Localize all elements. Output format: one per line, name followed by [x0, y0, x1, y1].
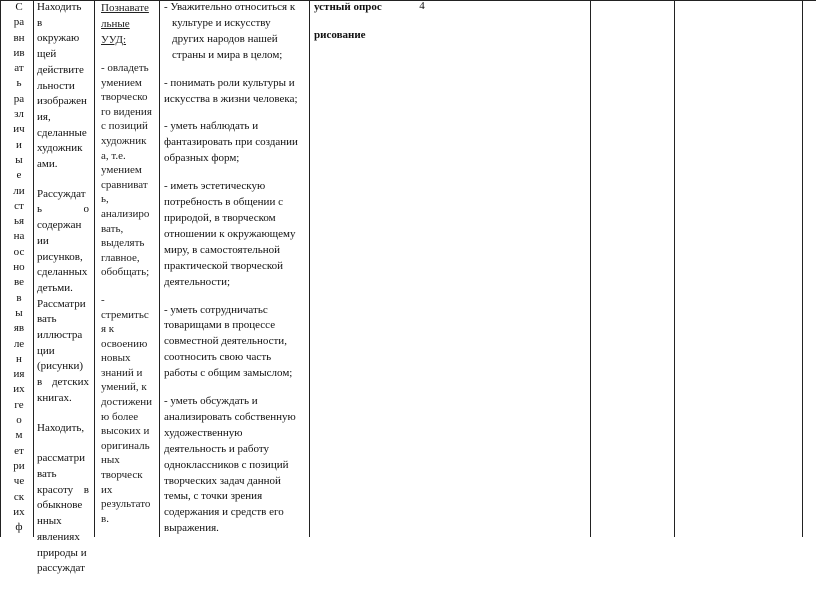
text-line: ю более — [101, 410, 139, 423]
text-line: - Уважительно относиться к — [164, 1, 296, 13]
column-divider — [94, 0, 95, 537]
text-line — [37, 483, 89, 499]
text-line: Рассуждат — [37, 187, 86, 200]
text-line: вать, — [101, 222, 124, 235]
text-line: обобщать; — [101, 266, 150, 279]
col1-fragment: м — [15, 429, 23, 442]
column-divider — [674, 0, 675, 537]
text-line: обыкнове — [37, 499, 83, 512]
lesson-number: 4 — [419, 0, 425, 12]
text-line: го видения — [101, 105, 152, 118]
col1-fragment: ья — [13, 215, 25, 228]
col1-fragment: ь — [16, 77, 22, 90]
text-line: в. — [101, 512, 109, 525]
control-forms-cell — [314, 0, 404, 42]
text-line: щей — [37, 48, 57, 61]
text-line: сделанные — [37, 126, 87, 139]
result-paragraph — [164, 76, 306, 108]
text-line: главное, — [101, 251, 140, 264]
col1-fragment: ле — [13, 337, 25, 350]
text-line: стремитьс — [101, 308, 149, 321]
col1-fragment: н — [16, 352, 22, 365]
result-paragraph — [164, 0, 306, 64]
text-line: ции — [37, 344, 55, 357]
text-line: их — [101, 483, 113, 496]
text-line: вать — [37, 313, 57, 326]
text-word: ь — [37, 203, 43, 216]
text-line: сделанных — [37, 266, 88, 279]
text-line: товарищами в процессе — [164, 319, 276, 332]
text-line: практической творческой — [164, 259, 284, 272]
column-divider — [802, 0, 803, 537]
text-line: высоких и — [101, 425, 150, 438]
text-line: художник — [37, 142, 83, 155]
text-line: результато — [101, 498, 151, 511]
col1-fragment: о — [16, 414, 22, 427]
lesson-number-cell — [410, 0, 434, 12]
text-line: фантазировать при создании — [164, 136, 298, 149]
control-form-drawing: рисование — [314, 29, 366, 41]
text-line: соотносить свою часть — [164, 351, 272, 364]
text-line: рассуждат — [37, 562, 85, 575]
text-line: работы с общим замыслом; — [164, 367, 293, 380]
text-line — [37, 436, 89, 451]
col1-fragment: их — [13, 383, 25, 396]
text-line: ных — [101, 454, 120, 467]
text-word: в — [37, 376, 43, 389]
text-line: УУД: — [101, 34, 127, 46]
text-line: - понимать роли культуры и — [164, 76, 295, 89]
text-line — [37, 375, 89, 391]
col1-fragment: ф — [15, 521, 23, 534]
text-line: - уметь обсуждать и — [164, 395, 258, 408]
text-line: анализировать собственную — [164, 410, 296, 423]
col1-fragment: ра — [13, 16, 25, 29]
col1-fragment: ра — [13, 92, 25, 105]
text-line: действите — [37, 63, 84, 76]
text-line: выделять — [101, 237, 145, 250]
col1-fragment: ы — [15, 153, 23, 166]
text-line: творческо — [101, 91, 148, 104]
text-line: темы, с точки зрения — [164, 490, 263, 503]
text-line: - уметь сотрудничатьс — [164, 303, 268, 316]
text-line: деятельности; — [164, 275, 231, 288]
text-line: - — [101, 293, 105, 306]
col1-fragment: ет — [14, 444, 24, 457]
col1-fragment: С — [15, 1, 23, 13]
col1-fragment: ы — [15, 306, 23, 319]
text-line: умением — [101, 164, 142, 177]
text-line: других народов нашей — [172, 32, 278, 45]
activity-paragraph — [37, 187, 89, 407]
cognitive-uud-cell — [101, 0, 155, 539]
activities-cell — [37, 0, 89, 591]
text-line — [37, 202, 89, 218]
text-line: изображен — [37, 95, 87, 108]
text-line: я к — [101, 323, 115, 336]
text-line: отношении к окружающему — [164, 227, 296, 240]
text-line: рисунков, — [37, 250, 83, 263]
control-form-oral: устный опрос — [314, 1, 382, 13]
text-line: явлениях — [37, 530, 80, 543]
text-line: содержания и средств его — [164, 506, 284, 519]
col1-fragment: вн — [13, 31, 25, 44]
text-line: оригиналь — [101, 439, 150, 452]
result-paragraph — [164, 303, 306, 383]
text-line: совместной деятельности, — [164, 335, 287, 348]
text-line: ами. — [37, 158, 58, 171]
text-line: - иметь эстетическую — [164, 180, 266, 193]
uud-paragraph — [101, 61, 155, 280]
text-line: в — [37, 16, 43, 29]
activity-paragraph — [37, 0, 89, 173]
text-word: в — [83, 483, 89, 496]
col1-fragment: ия — [13, 368, 25, 381]
text-line: сравниват — [101, 178, 148, 191]
col1-fragment: яв — [13, 322, 25, 335]
text-line: анализиро — [101, 207, 150, 220]
activity-paragraph — [37, 421, 89, 577]
text-line: творческих задач данной — [164, 474, 281, 487]
col1-fragment: ск — [13, 490, 25, 503]
text-line: рассматри — [37, 452, 85, 465]
col1-fragment: ат — [14, 62, 24, 75]
text-line: вать — [37, 467, 57, 480]
col1-fragment: но — [13, 261, 25, 274]
col1-cell — [9, 0, 29, 535]
text-line: художник — [101, 134, 147, 147]
col1-fragment: ри — [13, 459, 25, 472]
column-divider — [309, 0, 310, 537]
result-paragraph — [164, 179, 306, 290]
text-line: выражения. — [164, 522, 219, 535]
section-heading — [101, 0, 155, 48]
text-line: Находить — [37, 1, 82, 13]
text-line: знаний и — [101, 366, 143, 379]
text-line: умением — [101, 76, 142, 89]
text-line: природы и — [37, 546, 87, 559]
text-line: Рассматри — [37, 297, 86, 310]
text-line: одноклассников с позиций — [164, 458, 289, 471]
text-word: красоту — [37, 483, 74, 496]
column-divider — [33, 0, 34, 537]
result-paragraph — [164, 394, 306, 537]
text-line: - уметь наблюдать и — [164, 120, 259, 133]
text-line: (рисунки) — [37, 360, 84, 373]
text-line: ия, — [37, 110, 51, 123]
text-line: книгах. — [37, 391, 72, 404]
text-line: с позиций — [101, 120, 148, 133]
col1-fragment: че — [13, 475, 25, 488]
text-line: льные — [101, 18, 130, 30]
text-line: Познавате — [101, 2, 149, 14]
text-line: а, т.е. — [101, 149, 126, 162]
text-line: достижени — [101, 396, 153, 409]
text-line: - овладеть — [101, 62, 149, 74]
table-border — [0, 0, 1, 537]
text-line: Находить, — [37, 421, 85, 434]
text-line: деятельность и работу — [164, 442, 269, 455]
col1-fragment: на — [13, 230, 25, 243]
col1-fragment: ос — [13, 245, 25, 258]
text-line: детьми. — [37, 281, 73, 294]
text-line: льности — [37, 79, 75, 92]
text-word: о — [83, 203, 89, 216]
col1-fragment: ст — [14, 199, 24, 212]
text-line: природой, в творческом — [164, 211, 276, 224]
text-line: новых — [101, 352, 131, 365]
col1-fragment: зл — [14, 108, 24, 121]
column-divider — [590, 0, 591, 537]
col1-fragment: ив — [13, 46, 25, 59]
text-line: содержан — [37, 219, 82, 232]
personal-results-cell — [164, 0, 306, 549]
uud-paragraph — [101, 293, 155, 527]
text-line: страны и мира в целом; — [172, 48, 283, 61]
text-line: образных форм; — [164, 152, 240, 165]
text-word: детских — [51, 376, 89, 389]
text-line: миру, в самостоятельной — [164, 243, 281, 256]
col1-fragment: е — [16, 169, 22, 182]
text-line: художественную — [164, 426, 243, 439]
text-line: иллюстра — [37, 329, 83, 342]
text-line: освоению — [101, 337, 148, 350]
result-paragraph — [164, 119, 306, 167]
text-line: ии — [37, 234, 49, 247]
col1-fragment: ге — [14, 398, 24, 411]
text-line: культуре и искусству — [172, 16, 271, 29]
text-line: творческ — [101, 469, 143, 482]
col1-fragment: и — [16, 138, 22, 151]
col1-fragment: в — [16, 291, 22, 304]
text-line: искусства в жизни человека; — [164, 92, 298, 105]
text-line: нных — [37, 515, 62, 528]
text-line: потребность в общении с — [164, 196, 283, 209]
text-line: окружаю — [37, 32, 80, 45]
text-line: ь, — [101, 193, 109, 206]
column-divider — [159, 0, 160, 537]
col1-fragment: ве — [13, 276, 24, 289]
col1-fragment: ич — [13, 123, 25, 136]
col1-fragment: ли — [13, 184, 25, 197]
text-line: умений, к — [101, 381, 147, 394]
col1-fragment: их — [13, 505, 25, 518]
